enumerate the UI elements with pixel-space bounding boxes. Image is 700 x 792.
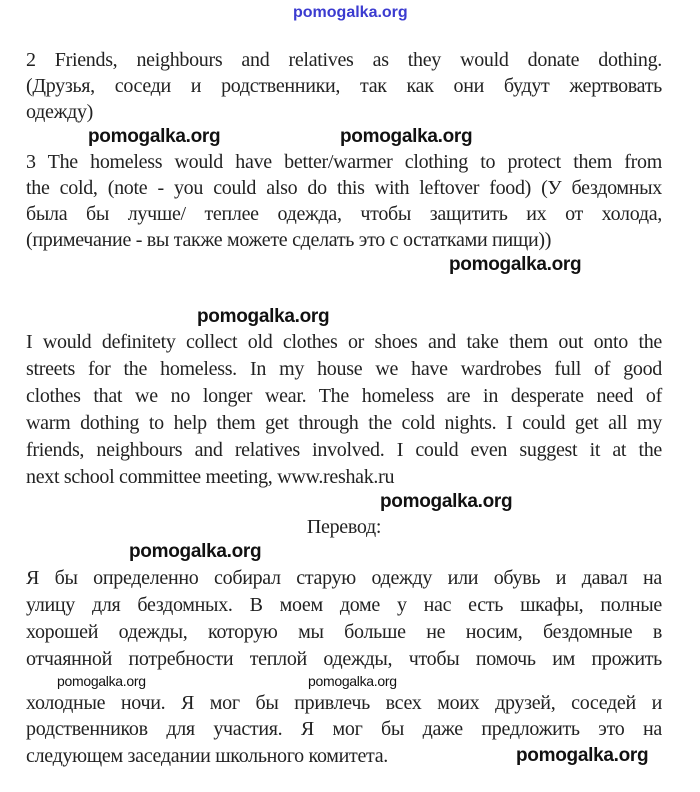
translation-line: хорошей одежды, которую мы больше не носим, бездомные в bbox=[26, 621, 662, 643]
item3-line: the cold, (note - you could also do this with leftover food) (У бездомных bbox=[26, 177, 662, 199]
watermark: pomogalka.org bbox=[449, 254, 582, 275]
essay-line: clothes that we no longer wear. The homeless are in desperate need of bbox=[26, 385, 662, 407]
watermark: pomogalka.org bbox=[197, 306, 330, 327]
watermark: pomogalka.org bbox=[129, 541, 262, 562]
translation-line: отчаянной потребности теплой одежды, чтобы помочь им прожить bbox=[26, 648, 662, 670]
watermark-top[interactable]: pomogalka.org bbox=[293, 4, 408, 21]
translation-line: родственников для участия. Я мог бы даже предложить это на bbox=[26, 718, 662, 740]
item3-line: 3 The homeless would have better/warmer clothing to protect them from bbox=[26, 151, 662, 173]
watermark-small: pomogalka.org bbox=[57, 673, 146, 689]
item2-line: одежду) bbox=[26, 101, 94, 123]
item2-line: (Друзья, соседи и родственники, так как они будут жертвовать bbox=[26, 75, 662, 97]
translation-line: холодные ночи. Я мог бы привлечь всех моих друзей, соседей и bbox=[26, 692, 662, 714]
essay-line: friends, neighbours and relatives involved. I could even suggest it at the bbox=[26, 439, 662, 461]
item2-line: 2 Friends, neighbours and relatives as they would donate dothing. bbox=[26, 49, 662, 71]
translation-line: Я бы определенно собирал старую одежду или обувь и давал на bbox=[26, 567, 662, 589]
translation-line: следующем заседании школьного комитета. bbox=[26, 745, 389, 767]
translation-heading: Перевод: bbox=[306, 516, 382, 538]
essay-line: I would definitety collect old clothes or shoes and take them out onto the bbox=[26, 331, 662, 353]
essay-line: warm dothing to help them get through the cold nights. I could get all my bbox=[26, 412, 662, 434]
essay-line: next school committee meeting, www.reshak.ru bbox=[26, 466, 395, 488]
essay-line: streets for the homeless. In my house we have wardrobes full of good bbox=[26, 358, 662, 380]
watermark: pomogalka.org bbox=[516, 745, 649, 766]
watermark: pomogalka.org bbox=[340, 126, 473, 147]
watermark: pomogalka.org bbox=[380, 491, 513, 512]
watermark: pomogalka.org bbox=[88, 126, 221, 147]
translation-line: улицу для бездомных. В моем доме у нас есть шкафы, полные bbox=[26, 594, 662, 616]
item3-line: (примечание - вы также можете сделать это с остатками пищи)) bbox=[26, 229, 552, 251]
item3-line: была бы лучше/ теплее одежда, чтобы защитить их от холода, bbox=[26, 203, 662, 225]
watermark-small: pomogalka.org bbox=[308, 673, 397, 689]
